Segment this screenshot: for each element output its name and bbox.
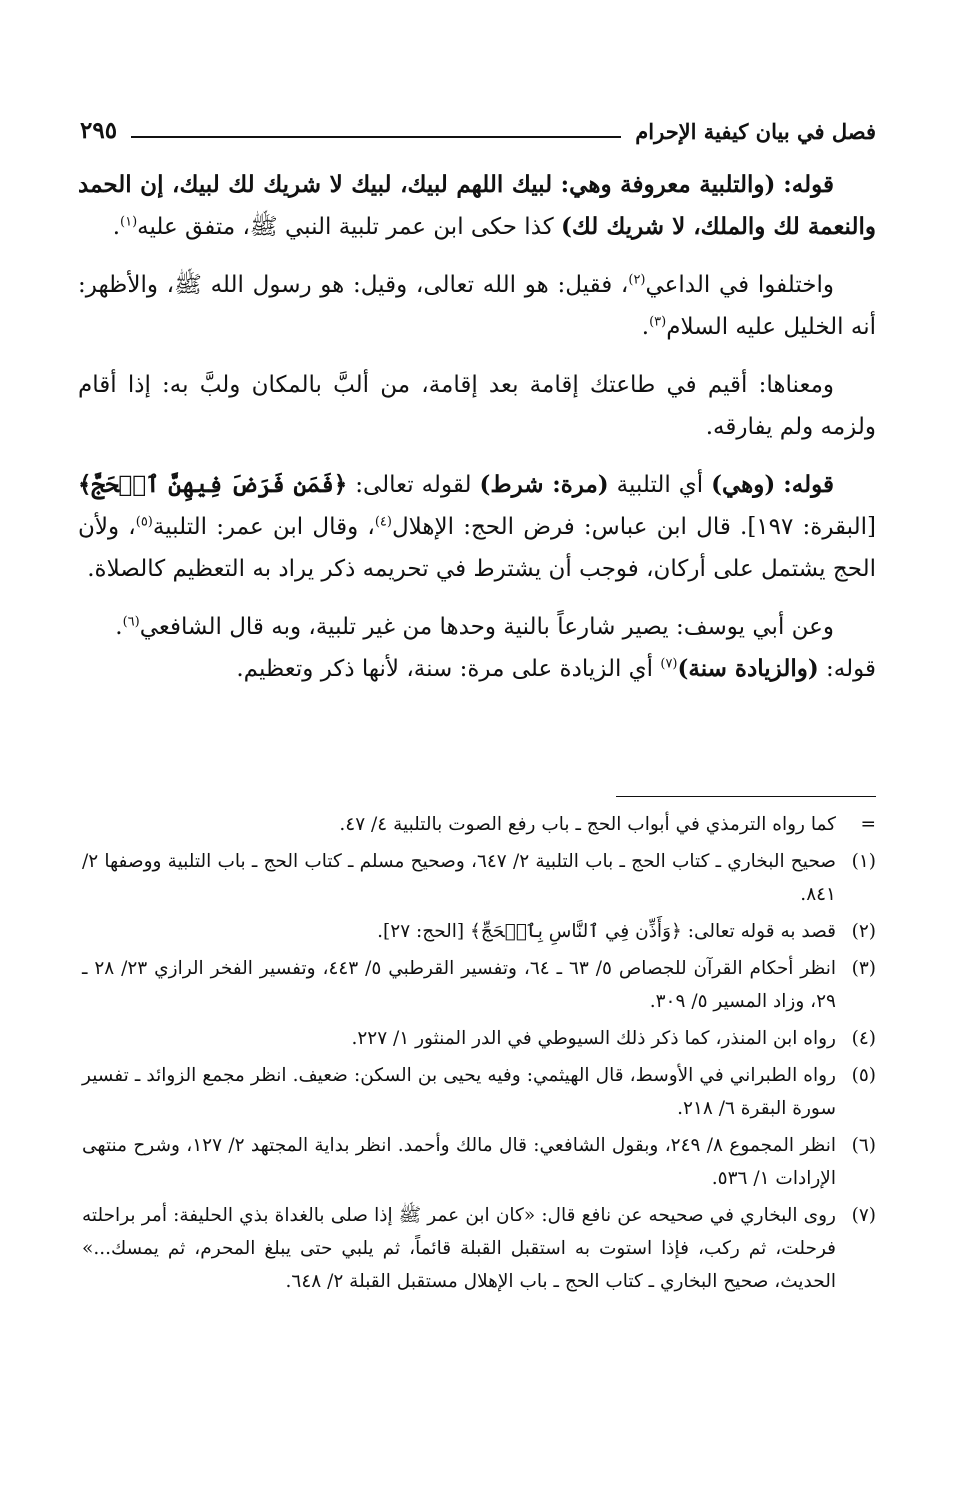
footnote-number: (٥) <box>851 1065 876 1086</box>
paragraph-ziyada <box>78 648 876 690</box>
main-text <box>78 164 876 706</box>
footnote <box>82 845 876 911</box>
commentary-text: ، فقيل: هو الله تعالى، وقيل: هو رسول الله ﷺ، والأظهر: أنه الخليل عليه السلام <box>78 272 876 340</box>
footnote-text: انظر المجموع ٨/ ٢٤٩، وبقول الشافعي: قال مالك وأحمد. انظر بداية المجتهد ٢/ ١٢٧، وشرح منتهى الإرادات ١/ ٥٣٦. <box>82 1135 837 1189</box>
footnote-ref: (٥) <box>135 514 153 530</box>
footnote-text: صحيح البخاري ـ كتاب الحج ـ باب التلبية ٢/ ٦٤٧، وصحيح مسلم ـ كتاب الحج ـ باب التلبية ووصفها ٢/ ٨٤١. <box>82 851 836 905</box>
commentary-text: كذا حكى ابن عمر تلبية النبي ﷺ، متفق عليه <box>137 214 554 240</box>
paragraph-abu-yusuf <box>78 606 876 648</box>
footnote-text: انظر أحكام القرآن للجصاص ٥/ ٦٣ ـ ٦٤، وتفسير القرطبي ٥/ ٤٤٣، وتفسير الفخر الرازي ٢٣/ ٢٨ ـ ٢٩، وزاد المسير ٥/ ٣٠٩. <box>82 958 836 1012</box>
footnote-text: قصد به قوله تعالى: ﴿وَأَذِّن فِي ٱلنَّاسِ بِٱلۡحَجِّ﴾ [الحج: ٢٧]. <box>377 921 836 942</box>
footnote-ref: (٤) <box>374 514 392 530</box>
page-number: ٢٩٥ <box>80 117 118 144</box>
matn-quote: (وهي) <box>711 471 776 498</box>
paragraph-dai <box>78 264 876 348</box>
qawluhu-label: قوله: <box>783 471 834 498</box>
matn-quote: (والزيادة سنة) <box>677 655 819 682</box>
paragraph-talbiya <box>78 164 876 248</box>
punctuation: . <box>112 214 120 240</box>
footnote-number: (٢) <box>851 921 876 942</box>
punctuation: . <box>115 614 123 640</box>
header-rule <box>131 136 621 138</box>
commentary-text: وعن أبي يوسف: يصير شارعاً بالنية وحدها من غير تلبية، وبه قال الشافعي <box>139 614 834 640</box>
commentary-text: لقوله تعالى: <box>355 472 472 498</box>
footnote-ref: (١) <box>120 214 138 230</box>
footnote-separator <box>616 796 876 797</box>
footnote-ref: (٢) <box>628 272 646 288</box>
commentary-text: ، وقال ابن عمر: التلبية <box>152 514 375 540</box>
footnote-text: كما رواه الترمذي في أبواب الحج ـ باب رفع الصوت بالتلبية ٤/ ٤٧. <box>339 814 836 835</box>
footnote <box>82 1129 876 1195</box>
footnote <box>82 808 876 841</box>
commentary-text: [البقرة: ١٩٧]. قال ابن عباس: فرض الحج: الإهلال <box>391 514 876 540</box>
footnote <box>82 1059 876 1125</box>
footnotes <box>82 808 876 1302</box>
chapter-title: فصل في بيان كيفية الإحرام <box>635 119 876 144</box>
footnote-number: (٦) <box>851 1135 876 1156</box>
footnote-number: (٤) <box>851 1028 876 1049</box>
footnote-ref: (٧) <box>660 656 678 672</box>
commentary-text: ، ولأن الحج يشتمل على أركان، فوجب أن يشترط في تحريمه ذكر يراد به التعظيم كالصلاة. <box>78 514 876 582</box>
footnote-number: (٧) <box>851 1205 876 1226</box>
commentary-text: واختلفوا في الداعي <box>645 272 835 298</box>
footnote-number: = <box>860 814 876 835</box>
commentary-text: أي التلبية <box>616 472 704 498</box>
punctuation: . <box>641 314 650 340</box>
footnote-number: (٣) <box>851 958 876 979</box>
running-header <box>80 108 876 148</box>
footnote <box>82 915 876 948</box>
footnote-ref: (٣) <box>649 314 667 330</box>
commentary-text: أي الزيادة على مرة: سنة، لأنها ذكر وتعظيم. <box>236 656 654 682</box>
footnote <box>82 1199 876 1298</box>
footnote-number: (١) <box>851 851 876 872</box>
qawluhu-label: قوله: <box>783 171 834 198</box>
footnote-text: رواه ابن المنذر، كما ذكر ذلك السيوطي في الدر المنثور ١/ ٢٢٧. <box>351 1028 836 1049</box>
paragraph-meaning: ومعناها: أقيم في طاعتك إقامة بعد إقامة، من ألبَّ بالمكان ولبَّ به: إذا أقام ولزمه ولم يفارقه. <box>78 372 876 440</box>
footnote <box>82 1022 876 1055</box>
footnote-text: روى البخاري في صحيحه عن نافع قال: «كان ابن عمر ﷺ إذا صلى بالغداة بذي الحليفة: أمر براحلته فرحلت، ثم ركب، فإذا استوت به استقبل القبلة قائماً، ثم يلبي حتى يبلغ المحرم، ثم يمسك...» الحديث، صحيح البخاري ـ كتاب الحج ـ باب الإهلال مستقبل القبلة ٢/ ٦٤٨. <box>82 1205 836 1292</box>
footnote-ref: (٦) <box>122 614 140 630</box>
quran-verse: ﴿فَمَن فَرَضَ فِيهِنَّ ٱلۡحَجَّ﴾ <box>78 471 348 498</box>
paragraph-condition <box>78 464 876 590</box>
matn-quote: (والتلبية معروفة وهي: لبيك اللهم لبيك، لبيك لا شريك لك لبيك، إن الحمد والنعمة لك والملك، لا شريك لك) <box>78 171 876 240</box>
matn-quote: (مرة: شرط) <box>479 471 609 498</box>
footnote <box>82 952 876 1018</box>
footnote-text: رواه الطبراني في الأوسط، قال الهيثمي: وفيه يحيى بن السكن: ضعيف. انظر مجمع الزوائد ـ تفسير سورة البقرة ٦/ ٢١٨. <box>82 1065 836 1119</box>
qawluhu-label: قوله: <box>826 656 876 682</box>
